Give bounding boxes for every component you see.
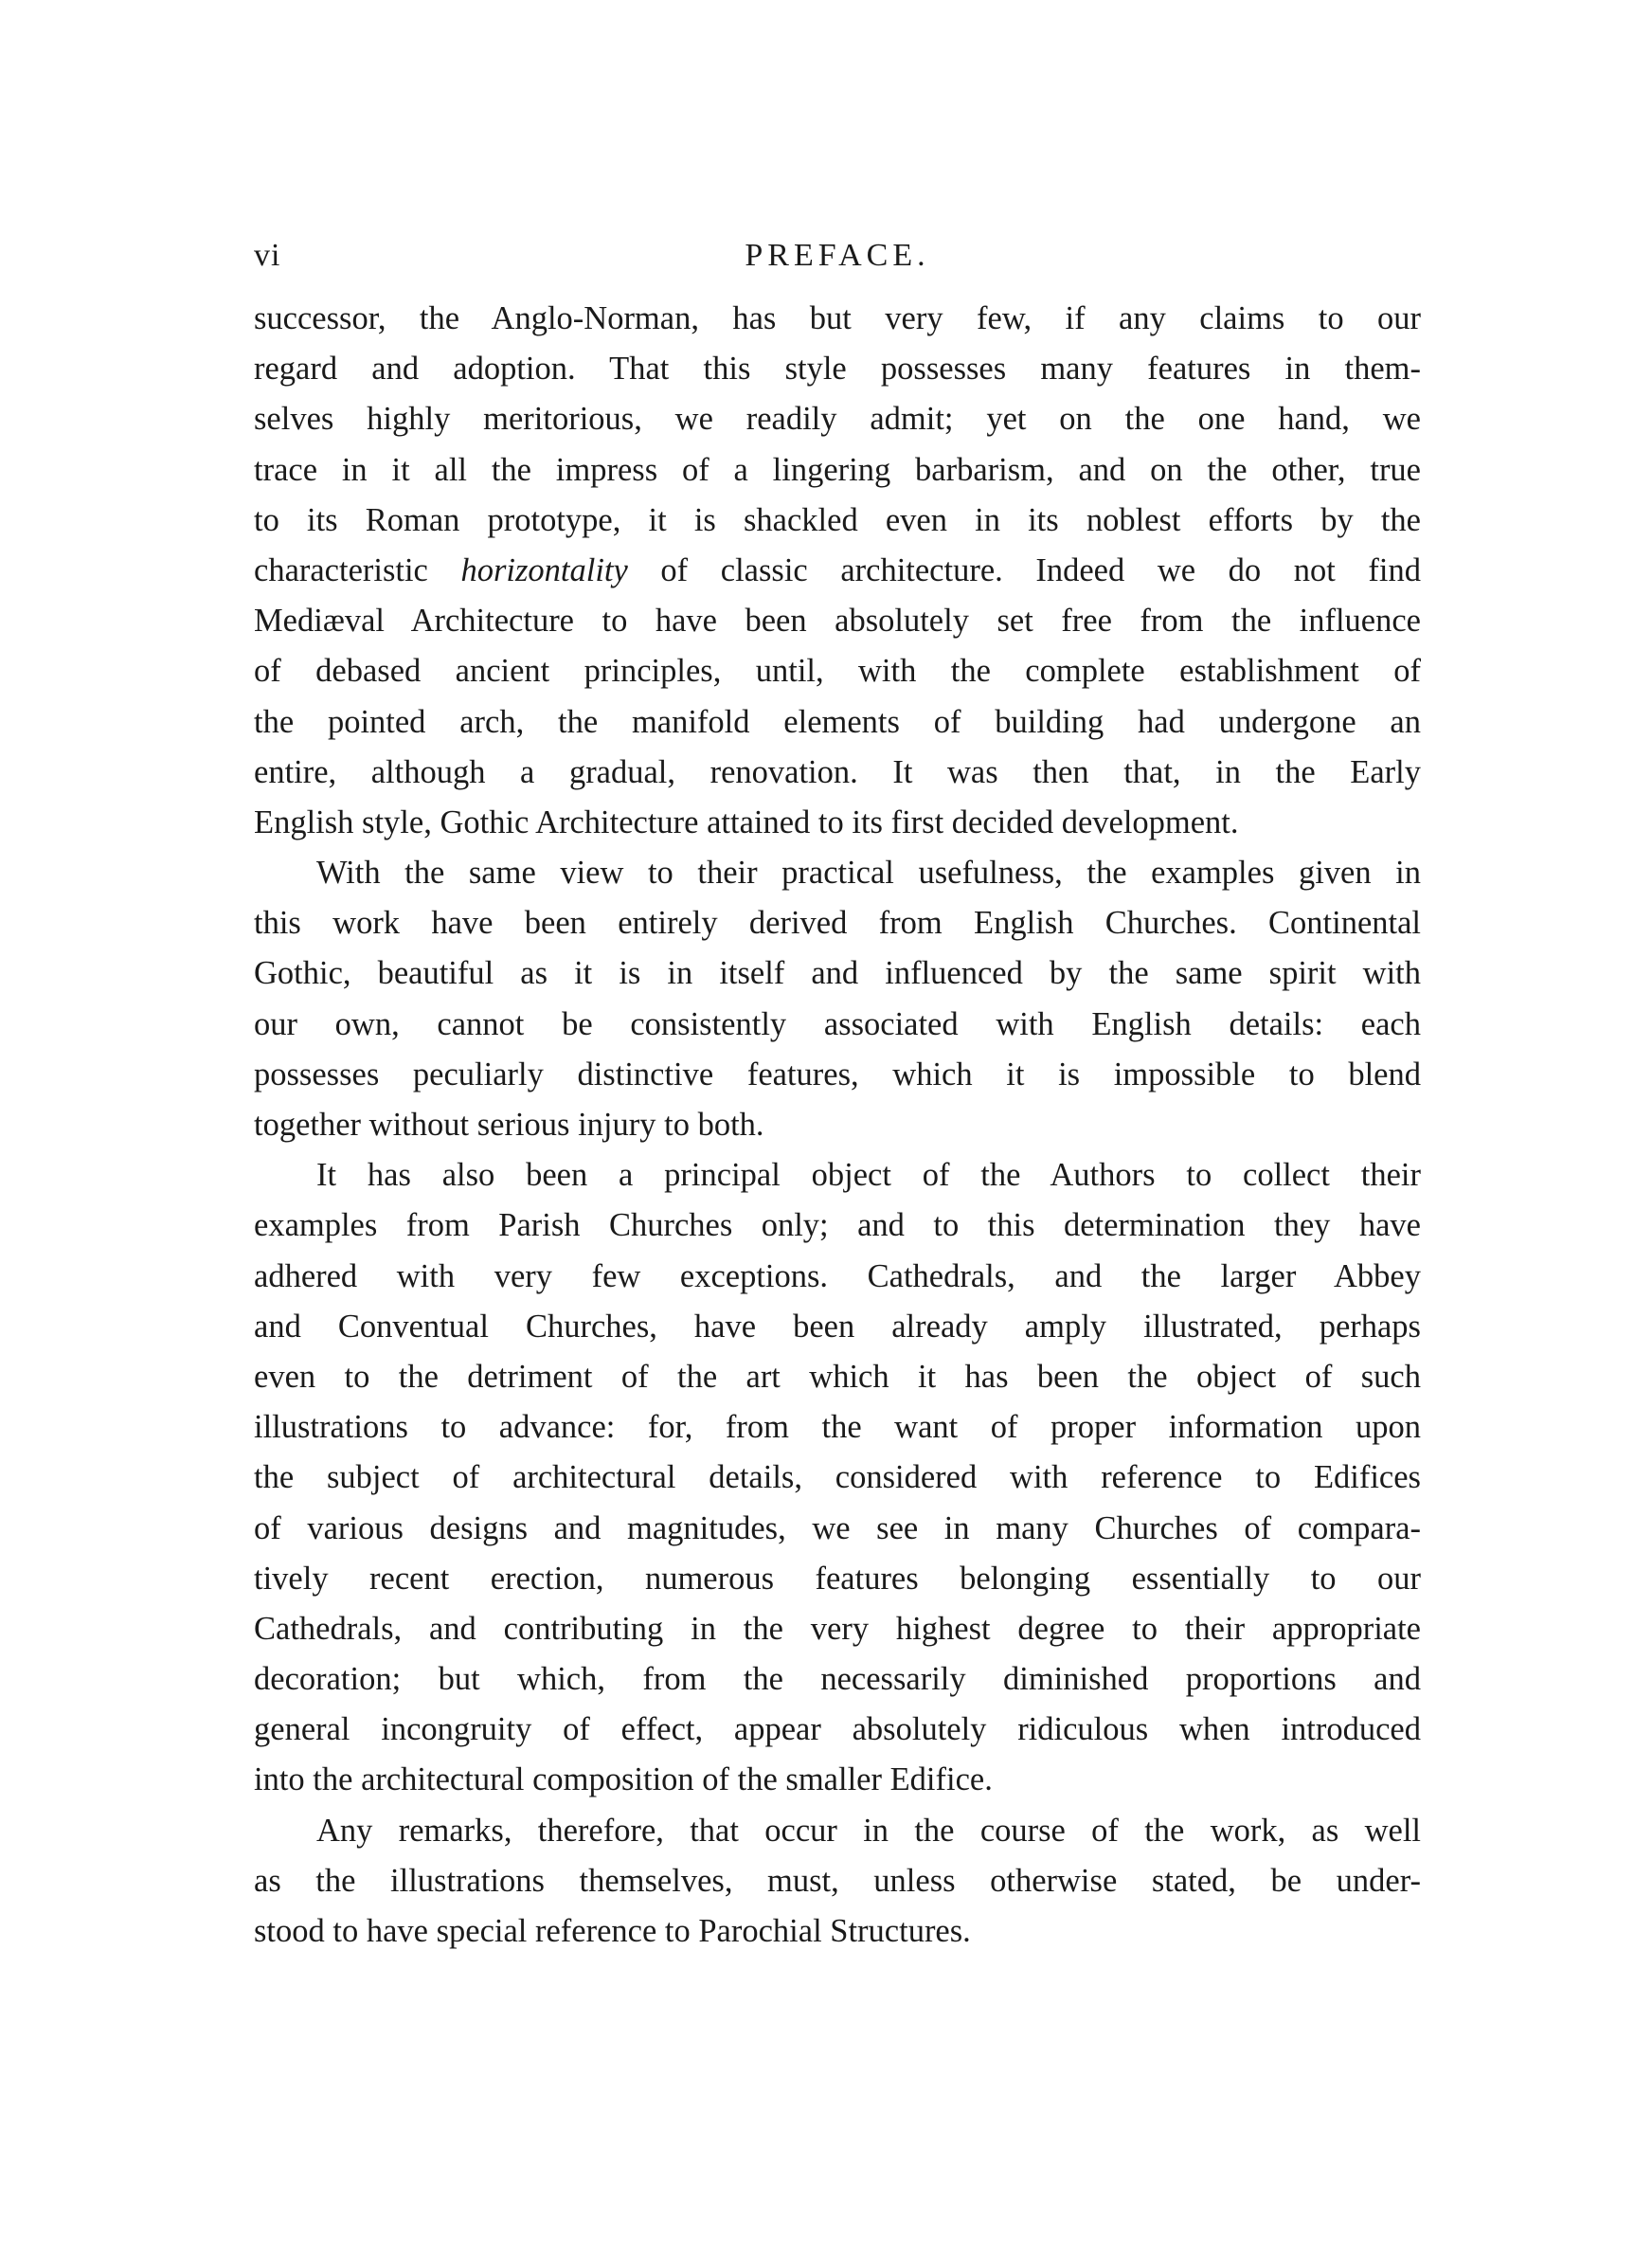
text-line: regard and adoption. That this style possesses many features in them- <box>254 351 1421 388</box>
text-line: possesses peculiarly distinctive features, which it is impossible to blend <box>254 1056 1421 1092</box>
text-line: into the architectural composition of the smaller Edifice. <box>254 1761 993 1798</box>
text-line: With the same view to their practical usefulness, the examples given in <box>316 855 1421 892</box>
text-line: selves highly meritorious, we readily admit; yet on the one hand, we <box>254 401 1421 438</box>
running-head <box>254 235 1421 277</box>
paragraph <box>254 294 1421 848</box>
text-line: as the illustrations themselves, must, unless otherwise stated, be under- <box>254 1862 1421 1899</box>
text-line: general incongruity of effect, appear absolutely ridiculous when introduced <box>254 1711 1421 1748</box>
text-line: characteristic horizontality of classic architecture. Indeed we do not find <box>254 551 1422 588</box>
text-line: English style, Gothic Architecture attained to its first decided development. <box>254 803 1239 840</box>
text-line: Mediæval Architecture to have been absolutely set free from the influence <box>254 603 1421 640</box>
paragraph <box>254 1806 1421 1958</box>
text-line: even to the detriment of the art which it has been the object of such <box>254 1358 1421 1395</box>
page-number: vi <box>254 238 281 273</box>
paragraph <box>254 848 1421 1150</box>
text-line: entire, although a gradual, renovation. It was then that, in the Early <box>254 753 1421 790</box>
text-line: of debased ancient principles, until, with the complete establishment of <box>254 653 1421 690</box>
text-line: and Conventual Churches, have been already amply illustrated, perhaps <box>254 1308 1421 1345</box>
text-line: examples from Parish Churches only; and to this determination they have <box>254 1207 1421 1244</box>
text-line: to its Roman prototype, it is shackled even in its noblest efforts by the <box>254 501 1421 538</box>
text-line: Cathedrals, and contributing in the very highest degree to their appropriate <box>254 1610 1421 1647</box>
text-line: together without serious injury to both. <box>254 1107 764 1143</box>
text-line: illustrations to advance: for, from the want of proper information upon <box>254 1409 1421 1446</box>
text-line: trace in it all the impress of a lingering barbarism, and on the other, true <box>254 451 1421 488</box>
text-line: Any remarks, therefore, that occur in the course of the work, as well <box>316 1812 1421 1849</box>
text-line: It has also been a principal object of the Authors to collect their <box>316 1157 1421 1194</box>
text-line: successor, the Anglo-Norman, has but very few, if any claims to our <box>254 300 1421 336</box>
text-line: this work have been entirely derived from English Churches. Continental <box>254 905 1421 942</box>
text-line: the pointed arch, the manifold elements of building had undergone an <box>254 703 1421 740</box>
text-line: adhered with very few exceptions. Cathedrals, and the larger Abbey <box>254 1257 1421 1294</box>
text-line: tively recent erection, numerous features belonging essentially to our <box>254 1560 1421 1597</box>
body-text <box>254 294 1421 1957</box>
running-title: PREFACE. <box>745 238 930 273</box>
text-line: decoration; but which, from the necessarily diminished proportions and <box>254 1661 1421 1698</box>
paragraph <box>254 1150 1421 1805</box>
text-line: the subject of architectural details, considered with reference to Edifices <box>254 1459 1421 1496</box>
text-line: Gothic, beautiful as it is in itself and influenced by the same spirit with <box>254 955 1421 992</box>
text-line: stood to have special reference to Parochial Structures. <box>254 1913 971 1949</box>
italic-word: horizontality <box>460 551 628 588</box>
text-line: of various designs and magnitudes, we see in many Churches of compara- <box>254 1509 1421 1546</box>
text-line: our own, cannot be consistently associated with English details: each <box>254 1005 1421 1042</box>
